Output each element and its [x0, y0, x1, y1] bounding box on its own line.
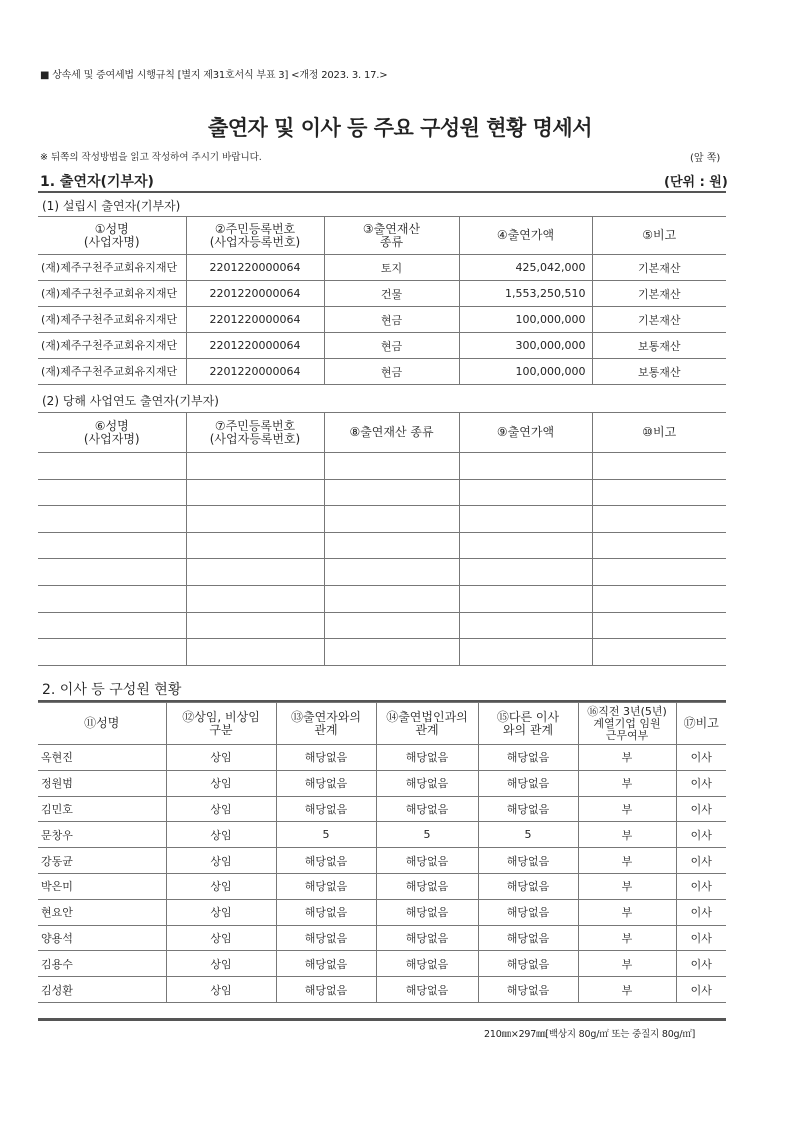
empty-cell [324, 479, 459, 506]
empty-cell [459, 612, 592, 639]
cell-donor-relation: 해당없음 [276, 951, 376, 977]
cell-affiliate-history: 부 [578, 745, 676, 771]
cell-donor-relation: 해당없음 [276, 977, 376, 1003]
page-title: 출연자 및 이사 등 주요 구성원 현황 명세서 [207, 116, 593, 140]
header-text: ③출연재산 종류 [362, 221, 421, 249]
cell-remarks: 이사 [676, 848, 726, 874]
cell-remarks: 이사 [676, 745, 726, 771]
cell-regno: 2201220000064 [186, 307, 324, 333]
cell-fulltime: 상임 [166, 822, 276, 848]
col-header-affiliate-history [578, 703, 676, 745]
cell-name: (재)제주구천주교회유지재단 [38, 359, 186, 385]
table-row [38, 333, 726, 359]
cell-regno: 2201220000064 [186, 333, 324, 359]
table-row [38, 255, 726, 281]
empty-cell [186, 559, 324, 586]
cell-amount: 425,042,000 [459, 255, 592, 281]
cell-remarks: 기본재산 [592, 255, 726, 281]
header-text: ⑩비고 [642, 425, 677, 439]
cell-corp-relation: 해당없음 [376, 745, 478, 771]
empty-cell [324, 639, 459, 666]
cell-donor-relation: 해당없음 [276, 873, 376, 899]
cell-corp-relation: 해당없음 [376, 925, 478, 951]
empty-cell [186, 532, 324, 559]
cell-director-relation: 해당없음 [478, 796, 578, 822]
table-row [38, 359, 726, 385]
empty-cell [186, 506, 324, 533]
empty-row [38, 559, 726, 586]
cell-director-relation: 해당없음 [478, 899, 578, 925]
table-row [38, 899, 726, 925]
empty-cell [459, 479, 592, 506]
cell-amount: 1,553,250,510 [459, 281, 592, 307]
table-row [38, 822, 726, 848]
empty-cell [38, 612, 186, 639]
empty-row [38, 532, 726, 559]
section2-title: 2. 이사 등 구성원 현황 [42, 682, 182, 698]
cell-remarks: 이사 [676, 873, 726, 899]
unit-label: (단위 : 원) [664, 175, 728, 190]
cell-director-relation: 해당없음 [478, 977, 578, 1003]
empty-row [38, 585, 726, 612]
cell-fulltime: 상임 [166, 873, 276, 899]
table-row [38, 848, 726, 874]
cell-fulltime: 상임 [166, 977, 276, 1003]
empty-row [38, 639, 726, 666]
cell-name: (재)제주구천주교회유지재단 [38, 307, 186, 333]
cell-name: 현요안 [38, 899, 166, 925]
cell-donor-relation: 5 [276, 822, 376, 848]
cell-name: 옥현진 [38, 745, 166, 771]
table-row [38, 873, 726, 899]
cell-fulltime: 상임 [166, 925, 276, 951]
empty-cell [324, 532, 459, 559]
cell-remarks: 이사 [676, 951, 726, 977]
empty-cell [324, 585, 459, 612]
cell-director-relation: 해당없음 [478, 848, 578, 874]
col-header-remarks [592, 413, 726, 453]
cell-name: (재)제주구천주교회유지재단 [38, 333, 186, 359]
col-header-regno [186, 413, 324, 453]
cell-director-relation: 해당없음 [478, 873, 578, 899]
cell-remarks: 기본재산 [592, 307, 726, 333]
empty-cell [324, 612, 459, 639]
header-text: ⑰비고 [683, 716, 719, 730]
cell-asset-type: 현금 [324, 333, 459, 359]
table-row [38, 951, 726, 977]
cell-corp-relation: 해당없음 [376, 951, 478, 977]
cell-affiliate-history: 부 [578, 822, 676, 848]
empty-cell [592, 612, 726, 639]
empty-cell [592, 506, 726, 533]
cell-affiliate-history: 부 [578, 925, 676, 951]
header-text: ⑨출연가액 [496, 425, 555, 439]
cell-donor-relation: 해당없음 [276, 899, 376, 925]
empty-cell [38, 532, 186, 559]
board-members-table [38, 702, 726, 1003]
cell-remarks: 이사 [676, 925, 726, 951]
empty-cell [38, 639, 186, 666]
col-header-amount [459, 413, 592, 453]
cell-fulltime: 상임 [166, 899, 276, 925]
col-header-amount [459, 217, 592, 255]
col-header-asset-type [324, 413, 459, 453]
cell-regno: 2201220000064 [186, 255, 324, 281]
empty-cell [38, 585, 186, 612]
cell-director-relation: 해당없음 [478, 951, 578, 977]
cell-affiliate-history: 부 [578, 796, 676, 822]
col-header-donor-relation [276, 703, 376, 745]
header-text: ④출연가액 [496, 228, 555, 242]
table-row [38, 977, 726, 1003]
col-header-remarks [676, 703, 726, 745]
header-text: ⑤비고 [642, 228, 677, 242]
cell-affiliate-history: 부 [578, 873, 676, 899]
empty-cell [186, 585, 324, 612]
cell-affiliate-history: 부 [578, 848, 676, 874]
cell-fulltime: 상임 [166, 796, 276, 822]
header-text: ⑭출연법인과의 관계 [386, 709, 468, 737]
bottom-rule [38, 1018, 726, 1021]
empty-cell [38, 479, 186, 506]
cell-asset-type: 현금 [324, 307, 459, 333]
empty-row [38, 506, 726, 533]
empty-cell [459, 559, 592, 586]
cell-amount: 300,000,000 [459, 333, 592, 359]
table-row [38, 796, 726, 822]
cell-affiliate-history: 부 [578, 770, 676, 796]
header-text: ⑫상임, 비상임 구분 [182, 709, 260, 737]
empty-cell [38, 506, 186, 533]
empty-cell [459, 585, 592, 612]
col-header-remarks [592, 217, 726, 255]
header-text: ⑪성명 [84, 716, 120, 730]
cell-donor-relation: 해당없음 [276, 770, 376, 796]
cell-donor-relation: 해당없음 [276, 925, 376, 951]
cell-name: 박은미 [38, 873, 166, 899]
cell-affiliate-history: 부 [578, 899, 676, 925]
cell-corp-relation: 해당없음 [376, 977, 478, 1003]
table-row [38, 281, 726, 307]
empty-cell [324, 506, 459, 533]
empty-cell [186, 639, 324, 666]
cell-remarks: 이사 [676, 977, 726, 1003]
col-header-fulltime [166, 703, 276, 745]
cell-donor-relation: 해당없음 [276, 745, 376, 771]
cell-name: 김민호 [38, 796, 166, 822]
cell-name: 강동균 [38, 848, 166, 874]
paper-spec: 210㎜×297㎜[백상지 80g/㎡ 또는 중질지 80g/㎡] [484, 1029, 696, 1040]
table-row [38, 307, 726, 333]
header-text: ⑮다른 이사 와의 관계 [496, 709, 560, 737]
cell-corp-relation: 해당없음 [376, 899, 478, 925]
cell-name: 김용수 [38, 951, 166, 977]
cell-asset-type: 토지 [324, 255, 459, 281]
cell-amount: 100,000,000 [459, 307, 592, 333]
cell-name: 김성환 [38, 977, 166, 1003]
cell-amount: 100,000,000 [459, 359, 592, 385]
cell-name: 문창우 [38, 822, 166, 848]
header-text: ①성명 (사업자명) [83, 221, 140, 249]
cell-remarks: 이사 [676, 822, 726, 848]
cell-fulltime: 상임 [166, 770, 276, 796]
cell-director-relation: 해당없음 [478, 745, 578, 771]
cell-donor-relation: 해당없음 [276, 796, 376, 822]
cell-asset-type: 현금 [324, 359, 459, 385]
cell-affiliate-history: 부 [578, 951, 676, 977]
cell-corp-relation: 5 [376, 822, 478, 848]
empty-cell [592, 559, 726, 586]
cell-regno: 2201220000064 [186, 359, 324, 385]
section1-rule [38, 191, 726, 193]
empty-cell [324, 453, 459, 480]
cell-remarks: 이사 [676, 899, 726, 925]
cell-remarks: 기본재산 [592, 281, 726, 307]
col-header-director-relation [478, 703, 578, 745]
cell-corp-relation: 해당없음 [376, 796, 478, 822]
cell-corp-relation: 해당없음 [376, 848, 478, 874]
col-header-name [38, 413, 186, 453]
section1-title: 1. 출연자(기부자) [40, 174, 154, 190]
empty-cell [186, 453, 324, 480]
empty-cell [592, 639, 726, 666]
cell-director-relation: 5 [478, 822, 578, 848]
empty-cell [459, 532, 592, 559]
founding-donors-table [38, 216, 726, 385]
cell-remarks: 보통재산 [592, 333, 726, 359]
cell-regno: 2201220000064 [186, 281, 324, 307]
empty-cell [459, 506, 592, 533]
page-side-label: (앞 쪽) [690, 153, 721, 164]
cell-remarks: 이사 [676, 770, 726, 796]
table-row [38, 745, 726, 771]
instruction-note: ※ 뒤쪽의 작성방법을 읽고 작성하여 주시기 바랍니다. [40, 152, 262, 163]
cell-fulltime: 상임 [166, 745, 276, 771]
cell-corp-relation: 해당없음 [376, 873, 478, 899]
empty-cell [592, 453, 726, 480]
cell-remarks: 보통재산 [592, 359, 726, 385]
header-text: ⑥성명 (사업자명) [83, 418, 140, 446]
col-header-name [38, 217, 186, 255]
empty-cell [324, 559, 459, 586]
cell-director-relation: 해당없음 [478, 925, 578, 951]
cell-name: (재)제주구천주교회유지재단 [38, 281, 186, 307]
empty-row [38, 479, 726, 506]
col-header-name [38, 703, 166, 745]
empty-row [38, 612, 726, 639]
empty-cell [38, 453, 186, 480]
subsection2-title: (2) 당해 사업연도 출연자(기부자) [42, 394, 219, 408]
empty-cell [459, 453, 592, 480]
col-header-regno [186, 217, 324, 255]
header-text: ②주민등록번호 (사업자등록번호) [209, 221, 301, 249]
empty-cell [38, 559, 186, 586]
cell-affiliate-history: 부 [578, 977, 676, 1003]
empty-cell [592, 479, 726, 506]
cell-name: 양용석 [38, 925, 166, 951]
empty-cell [592, 532, 726, 559]
cell-director-relation: 해당없음 [478, 770, 578, 796]
empty-cell [592, 585, 726, 612]
cell-donor-relation: 해당없음 [276, 848, 376, 874]
col-header-asset-type [324, 217, 459, 255]
table-row [38, 770, 726, 796]
cell-name: 정원범 [38, 770, 166, 796]
cell-asset-type: 건물 [324, 281, 459, 307]
subsection1-title: (1) 설립시 출연자(기부자) [42, 199, 181, 213]
empty-cell [186, 479, 324, 506]
cell-corp-relation: 해당없음 [376, 770, 478, 796]
header-text: ⑯직전 3년(5년) 계열기업 임원 근무여부 [587, 704, 667, 742]
empty-cell [186, 612, 324, 639]
header-text: ⑦주민등록번호 (사업자등록번호) [209, 418, 301, 446]
cell-fulltime: 상임 [166, 951, 276, 977]
empty-cell [459, 639, 592, 666]
cell-name: (재)제주구천주교회유지재단 [38, 255, 186, 281]
header-text: ⑧출연재산 종류 [349, 425, 434, 439]
cell-remarks: 이사 [676, 796, 726, 822]
form-reference: ■ 상속세 및 증여세법 시행규칙 [별지 제31호서식 부표 3] <개정 2023. 3. 17.> [40, 70, 388, 81]
empty-row [38, 453, 726, 480]
current-year-donors-table [38, 412, 726, 666]
cell-fulltime: 상임 [166, 848, 276, 874]
table-row [38, 925, 726, 951]
col-header-corp-relation [376, 703, 478, 745]
header-text: ⑬출연자와의 관계 [291, 709, 361, 737]
